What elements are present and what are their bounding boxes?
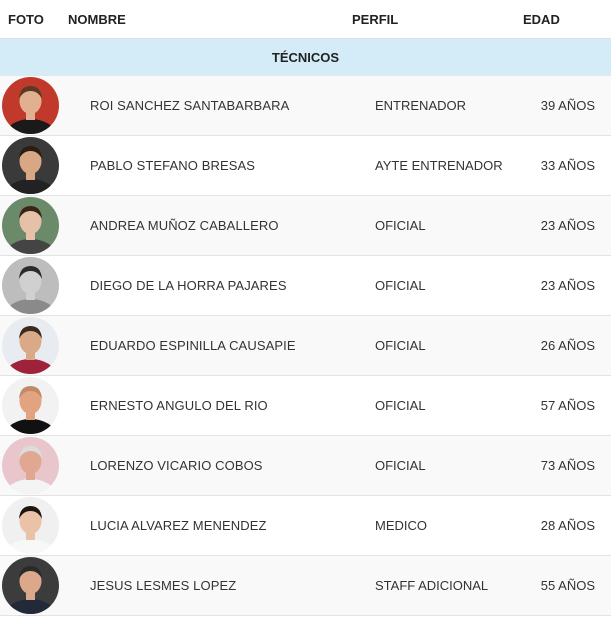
avatar [2,197,59,254]
avatar [2,317,59,374]
person-photo-icon [2,137,59,194]
staff-role: AYTE ENTRENADOR [375,158,503,173]
staff-age: 55 AÑOS [540,578,595,593]
staff-name: ERNESTO ANGULO DEL RIO [90,398,268,413]
avatar [2,437,59,494]
table-row[interactable] [0,496,611,556]
table-row[interactable] [0,436,611,496]
staff-name: LORENZO VICARIO COBOS [90,458,263,473]
staff-age: 39 AÑOS [540,98,595,113]
staff-age: 73 AÑOS [540,458,595,473]
table-row[interactable] [0,196,611,256]
section-title: TÉCNICOS [271,49,340,65]
staff-list [0,76,611,616]
staff-name: ANDREA MUÑOZ CABALLERO [90,218,279,233]
section-header-tecnicos [0,39,611,76]
staff-role: STAFF ADICIONAL [375,578,489,593]
column-header-edad: EDAD [523,12,560,27]
avatar [2,257,59,314]
person-photo-icon [2,377,59,434]
staff-name: PABLO STEFANO BRESAS [90,158,256,173]
avatar [2,497,59,554]
table-row[interactable] [0,316,611,376]
staff-role: OFICIAL [375,218,426,233]
staff-age: 26 AÑOS [540,338,595,353]
staff-role: OFICIAL [375,458,426,473]
person-photo-icon [2,257,59,314]
staff-name: LUCIA ALVAREZ MENENDEZ [90,518,267,533]
person-photo-icon [2,437,59,494]
table-row[interactable] [0,76,611,136]
staff-age: 23 AÑOS [540,218,595,233]
person-photo-icon [2,557,59,614]
table-row[interactable] [0,376,611,436]
avatar [2,77,59,134]
staff-name: EDUARDO ESPINILLA CAUSAPIE [90,338,296,353]
avatar [2,557,59,614]
staff-age: 23 AÑOS [540,278,595,293]
staff-role: MEDICO [375,518,427,533]
staff-age: 57 AÑOS [540,398,595,413]
column-header-foto: FOTO [8,12,44,27]
avatar [2,377,59,434]
staff-age: 28 AÑOS [540,518,595,533]
table-header [0,0,611,39]
person-photo-icon [2,197,59,254]
person-photo-icon [2,497,59,554]
staff-age: 33 AÑOS [540,158,595,173]
table-row[interactable] [0,556,611,616]
avatar [2,137,59,194]
staff-name: DIEGO DE LA HORRA PAJARES [90,278,287,293]
staff-role: OFICIAL [375,338,426,353]
staff-role: OFICIAL [375,278,426,293]
column-header-nombre: NOMBRE [68,12,126,27]
column-header-perfil: PERFIL [352,12,399,27]
table-row[interactable] [0,256,611,316]
staff-name: JESUS LESMES LOPEZ [90,578,237,593]
person-photo-icon [2,77,59,134]
staff-role: OFICIAL [375,398,426,413]
staff-name: ROI SANCHEZ SANTABARBARA [90,98,290,113]
person-photo-icon [2,317,59,374]
table-row[interactable] [0,136,611,196]
staff-role: ENTRENADOR [375,98,467,113]
